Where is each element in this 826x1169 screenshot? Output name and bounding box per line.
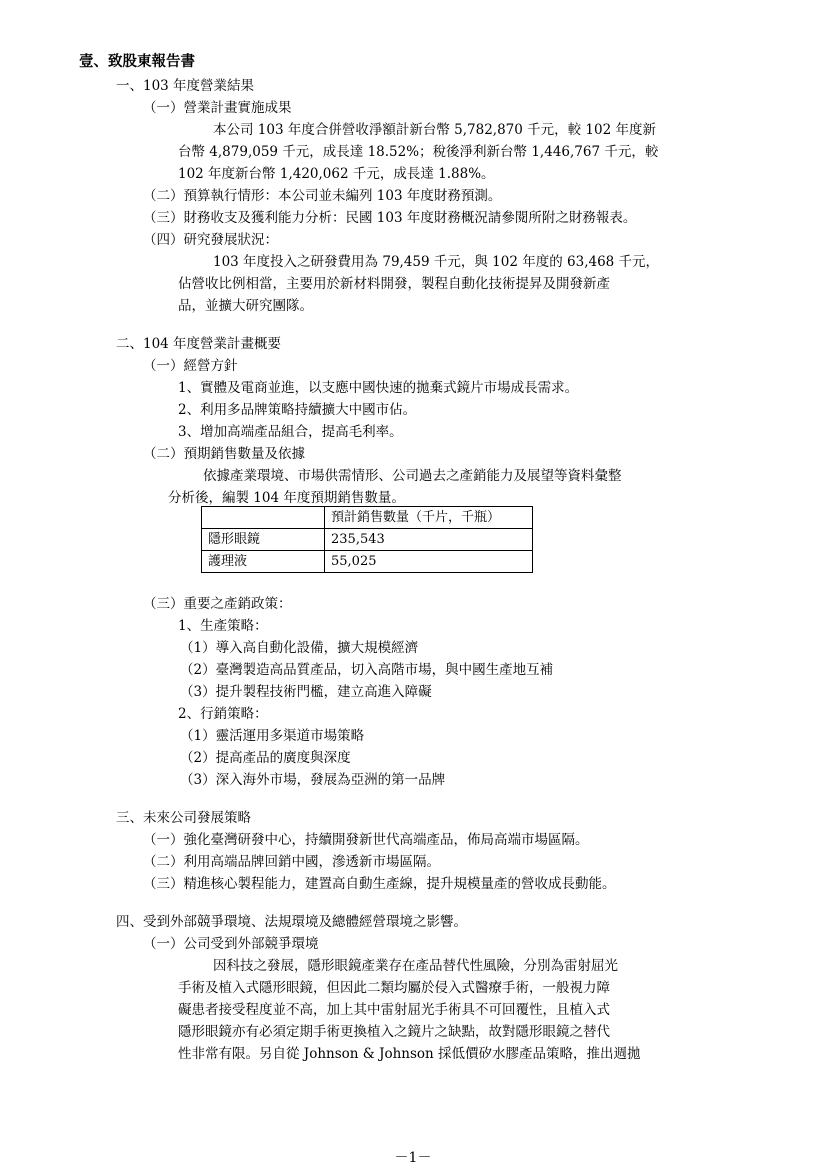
list-item: （1）導入高自動化設備，擴大規模經濟 [180, 640, 419, 656]
table-cell: 隱形眼鏡 [202, 529, 325, 551]
section-4a-title: （一）公司受到外部競爭環境 [143, 936, 319, 952]
section-4-title: 四、受到外部競爭環境、法規環境及總體經營環境之影響。 [116, 914, 467, 930]
section-2b-title: （二）預期銷售數量及依據 [143, 446, 305, 462]
list-item: 2、利用多品牌策略持續擴大中國市佔。 [178, 402, 417, 418]
table-header-cell [202, 507, 325, 529]
paragraph-line: 性非常有限。另自從 Johnson & Johnson 採低價矽水膠產品策略，推出週拋 [178, 1046, 641, 1062]
table-cell: 235,543 [325, 529, 533, 551]
sales-forecast-table [201, 506, 533, 573]
table-cell: 55,025 [325, 551, 533, 573]
list-item: 1、實體及電商並進，以支應中國快速的拋棄式鏡片市場成長需求。 [178, 380, 579, 396]
table-row [202, 551, 533, 573]
paragraph-line: 隱形眼鏡亦有必須定期手術更換植入之鏡片之缺點，故對隱形眼鏡之替代 [178, 1024, 610, 1040]
paragraph-line: 103 年度投入之研發費用為 79,459 千元，與 102 年度的 63,468 千元， [213, 254, 660, 270]
page-number: －1－ [394, 1150, 432, 1166]
table-row [202, 529, 533, 551]
paragraph-line: 依據產業環境、市場供需情形、公司過去之產銷能力及展望等資料彙整 [203, 468, 622, 484]
section-1c: （三）財務收支及獲利能力分析：民國 103 年度財務概況請參閱所附之財務報表。 [143, 210, 637, 226]
paragraph-line: 品，並擴大研究團隊。 [178, 298, 313, 314]
list-item: （3）提升製程技術門檻，建立高進入障礙 [180, 684, 432, 700]
table-cell: 護理液 [202, 551, 325, 573]
section-2c-title: （三）重要之產銷政策： [143, 596, 292, 612]
paragraph-line: 102 年度新台幣 1,420,062 千元，成長達 1.88%。 [178, 166, 495, 182]
paragraph-line: 手術及植入式隱形眼鏡，但因此二類均屬於侵入式醫療手術，一般視力障 [178, 980, 610, 996]
list-item: （2）臺灣製造高品質產品，切入高階市場，與中國生產地互補 [180, 662, 554, 678]
section-3-title: 三、未來公司發展策略 [116, 810, 251, 826]
production-strategy-title: 1、生產策略： [178, 618, 268, 634]
table-header-row [202, 507, 533, 529]
section-1-title: 一、103 年度營業結果 [116, 78, 255, 94]
paragraph-line: 礙患者接受程度並不高，加上其中雷射屈光手術具不可回覆性，且植入式 [178, 1002, 610, 1018]
list-item: （一）強化臺灣研發中心，持續開發新世代高端產品，佈局高端市場區隔。 [143, 832, 589, 848]
paragraph-line: 因科技之發展，隱形眼鏡產業存在產品替代性風險，分別為雷射屈光 [213, 958, 618, 974]
paragraph-line: 台幣 4,879,059 千元，成長達 18.52%；稅後淨利新台幣 1,446,767 千元，較 [178, 144, 659, 160]
list-item: 3、增加高端產品組合，提高毛利率。 [178, 424, 403, 440]
list-item: （3）深入海外市場，發展為亞洲的第一品牌 [180, 772, 446, 788]
list-item: （三）精進核心製程能力，建置高自動生產線，提升規模量產的營收成長動能。 [143, 876, 616, 892]
section-2-title: 二、104 年度營業計畫概要 [116, 336, 282, 352]
section-1b: （二）預算執行情形：本公司並未編列 103 年度財務預測。 [143, 188, 502, 204]
page-heading: 壹、致股東報告書 [79, 53, 195, 70]
section-1a-title: （一）營業計畫實施成果 [143, 100, 292, 116]
paragraph-line: 佔營收比例相當，主要用於新材料開發，製程自動化技術提昇及開發新產 [178, 276, 610, 292]
section-2a-title: （一）經營方針 [143, 358, 238, 374]
paragraph-line: 分析後，編製 104 年度預期銷售數量。 [168, 490, 405, 506]
list-item: （二）利用高端品牌回銷中國，滲透新市場區隔。 [143, 854, 440, 870]
list-item: （2）提高產品的廣度與深度 [180, 750, 351, 766]
table-header-cell: 預計銷售數量（千片，千瓶） [325, 507, 533, 529]
list-item: （1）靈活運用多渠道市場策略 [180, 728, 365, 744]
section-1d-title: （四）研究發展狀況： [143, 232, 278, 248]
paragraph-line: 本公司 103 年度合併營收淨額計新台幣 5,782,870 千元，較 102 年度新 [213, 122, 656, 138]
marketing-strategy-title: 2、行銷策略： [178, 706, 268, 722]
